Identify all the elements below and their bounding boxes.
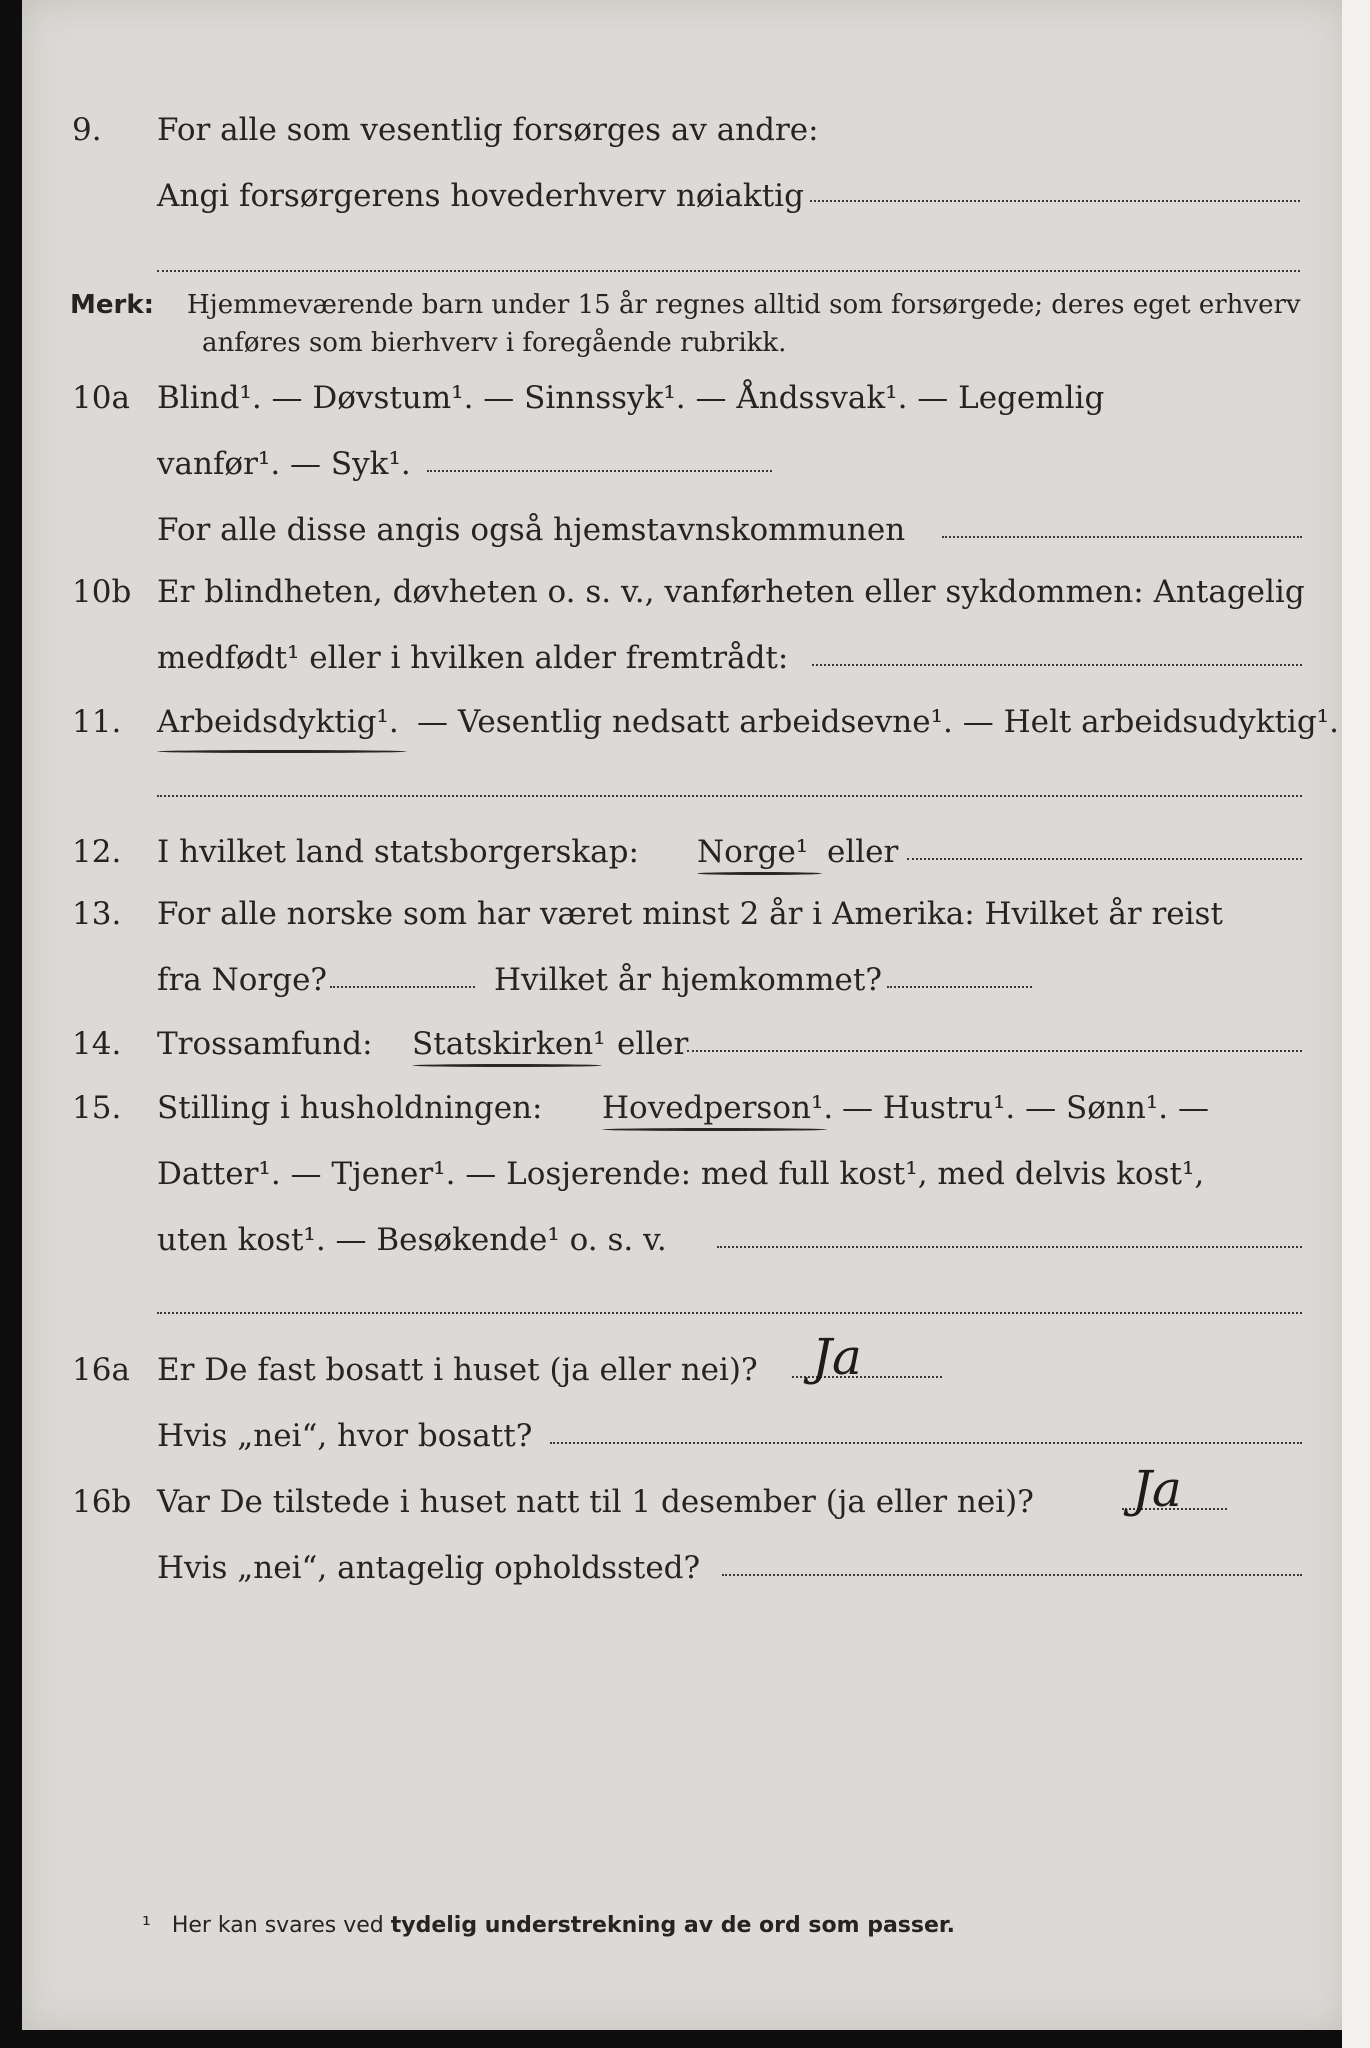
q14-underline-mark: [412, 1064, 602, 1067]
q16a-number: 16a: [72, 1352, 130, 1388]
q12-answer-line[interactable]: [907, 858, 1302, 860]
q11-row: [22, 704, 1348, 744]
q15-answer-line-2[interactable]: [157, 1312, 1302, 1314]
q9-line-1: For alle som vesentlig forsørges av andre:: [157, 112, 819, 148]
q15-text: Stilling i husholdningen:: [157, 1090, 543, 1126]
q13-line-2b: Hvilket år hjemkommet?: [494, 962, 882, 998]
q16b-line-1: Var De tilstede i huset natt til 1 desember (ja eller nei)?: [157, 1484, 1034, 1520]
q11-underline-mark: [157, 750, 407, 753]
q10a-number: 10a: [72, 380, 130, 416]
q14-answer-line[interactable]: [687, 1050, 1302, 1052]
q15-other-options-1: — Hustru¹. — Sønn¹. —: [842, 1090, 1209, 1126]
q9-answer-line-2[interactable]: [157, 270, 1300, 272]
q13-number: 13.: [72, 896, 122, 932]
q13-row-1: [22, 896, 1348, 936]
q10b-answer-line[interactable]: [812, 664, 1302, 666]
q10a-hometown-line[interactable]: [942, 536, 1302, 538]
q14-number: 14.: [72, 1026, 122, 1062]
q13-left-norway-line[interactable]: [330, 986, 475, 988]
q12-row: [22, 834, 1348, 874]
q10b-number: 10b: [72, 574, 132, 610]
q10b-row-2: [22, 640, 1348, 680]
q15-underline-mark: [602, 1128, 827, 1131]
q9-row-1: [22, 112, 1348, 152]
q12-text: I hvilket land statsborgerskap:: [157, 834, 639, 870]
q16a-handwritten-answer: Ja: [812, 1328, 862, 1386]
q10a-row-1: [22, 380, 1348, 420]
q11-answer-line[interactable]: [157, 795, 1302, 797]
q16b-handwritten-answer: Ja: [1132, 1460, 1182, 1518]
q10a-row-2: [22, 446, 1348, 486]
q16a-line-1: Er De fast bosatt i huset (ja eller nei)?: [157, 1352, 758, 1388]
merk-line-2: anføres som bierhverv i foregående rubrikk.: [202, 328, 787, 358]
q12-number: 12.: [72, 834, 122, 870]
q16a-row-1: [22, 1352, 1348, 1392]
q14-option-eller: eller: [617, 1026, 689, 1062]
q14-text: Trossamfund:: [157, 1026, 373, 1062]
q10a-answer-line[interactable]: [427, 470, 772, 472]
q11-other-options: — Vesentlig nedsatt arbeidsevne¹. — Helt arbeidsudyktig¹.: [417, 704, 1339, 740]
q14-option-statskirken[interactable]: Statskirken¹: [412, 1026, 606, 1062]
q13-row-2: [22, 962, 1348, 1002]
q10b-row-1: [22, 574, 1348, 614]
q10a-line-1: Blind¹. — Døvstum¹. — Sinnssyk¹. — Åndssvak¹. — Legemlig: [157, 380, 1105, 416]
census-form-page: [22, 0, 1348, 2030]
q15-option-hovedperson[interactable]: Hovedperson¹.: [602, 1090, 834, 1126]
q16a-where-line[interactable]: [550, 1442, 1302, 1444]
merk-label: Merk:: [70, 290, 155, 320]
q10b-line-1: Er blindheten, døvheten o. s. v., vanførheten eller sykdommen: Antagelig: [157, 574, 1305, 610]
footnote-mark: ¹: [142, 1913, 151, 1938]
q10b-line-2: medfødt¹ eller i hvilken alder fremtrådt:: [157, 640, 789, 676]
q16a-row-2: [22, 1418, 1348, 1458]
merk-line-1: Hjemmeværende barn under 15 år regnes alltid som forsørgede; deres eget erhverv: [187, 290, 1301, 320]
q15-row-1: [22, 1090, 1348, 1130]
q10a-line-3: For alle disse angis også hjemstavnskommunen: [157, 512, 906, 548]
q15-number: 15.: [72, 1090, 122, 1126]
q16b-number: 16b: [72, 1484, 132, 1520]
q16b-line-2: Hvis „nei“, antagelig opholdssted?: [157, 1550, 701, 1586]
q15-answer-line[interactable]: [717, 1246, 1302, 1248]
footnote-text-plain: Her kan svares ved: [171, 1913, 384, 1938]
q13-line-1: For alle norske som har været minst 2 år i Amerika: Hvilket år reist: [157, 896, 1223, 932]
q16a-line-2: Hvis „nei“, hvor bosatt?: [157, 1418, 533, 1454]
footnote: [142, 1913, 955, 1938]
q16b-location-line[interactable]: [722, 1574, 1302, 1576]
q9-number: 9.: [72, 112, 102, 148]
q14-row: [22, 1026, 1348, 1066]
q13-returned-line[interactable]: [887, 986, 1032, 988]
q13-line-2a: fra Norge?: [157, 962, 328, 998]
q10a-line-2: vanfør¹. — Syk¹.: [157, 446, 411, 482]
q12-option-eller: eller: [827, 834, 899, 870]
q16b-row-2: [22, 1550, 1348, 1590]
q12-option-norge[interactable]: Norge¹: [697, 834, 809, 870]
footnote-text-bold: tydelig understrekning av de ord som passer.: [390, 1913, 955, 1938]
q15-line-2: Datter¹. — Tjener¹. — Losjerende: med full kost¹, med delvis kost¹,: [157, 1156, 1205, 1192]
q9-answer-line[interactable]: [810, 200, 1300, 202]
q15-row-2: [22, 1156, 1348, 1196]
q15-line-3: uten kost¹. — Besøkende¹ o. s. v.: [157, 1222, 667, 1258]
q12-underline-mark: [697, 872, 822, 875]
merk-row-2: [22, 328, 1348, 364]
q11-number: 11.: [72, 704, 122, 740]
q15-row-3: [22, 1222, 1348, 1262]
merk-row-1: [22, 290, 1348, 326]
q10a-row-3: [22, 512, 1348, 552]
paper-edge: [1342, 0, 1370, 2048]
q11-option-arbeidsdyktig[interactable]: Arbeidsdyktig¹.: [157, 704, 399, 740]
q9-line-2: Angi forsørgerens hovederhverv nøiaktig: [157, 178, 804, 214]
q9-row-2: [22, 178, 1348, 218]
